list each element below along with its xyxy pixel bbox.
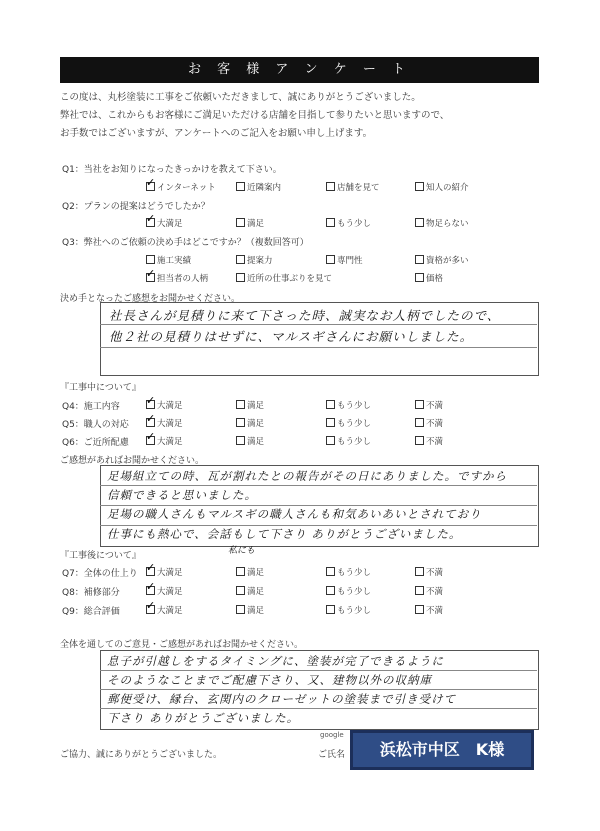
google-text: google [320, 731, 344, 739]
q6-option-1[interactable]: 大満足 [146, 435, 183, 447]
q8-option-4[interactable]: 不満 [415, 585, 443, 597]
checkbox-icon [415, 182, 424, 191]
writing-line [100, 689, 537, 690]
q6-option-2[interactable]: 満足 [236, 435, 264, 447]
checkbox-icon [326, 255, 335, 264]
writing-line [100, 505, 537, 506]
q8-option-3[interactable]: もう少し [326, 585, 371, 597]
checkbox-icon [415, 255, 424, 264]
q3-option-7[interactable]: 価格 [415, 272, 443, 284]
q3-option-3[interactable]: 専門性 [326, 254, 363, 266]
checkbox-icon [236, 567, 245, 576]
q6-label: Q6：ご近所配慮 [62, 438, 129, 448]
checkbox-icon [326, 182, 335, 191]
q8-option-1[interactable]: 大満足 [146, 585, 183, 597]
q4-option-2[interactable]: 満足 [236, 399, 264, 411]
checkbox-icon [415, 605, 424, 614]
check-mark-icon: ✓ [146, 212, 156, 225]
q3-label: Q3：弊社へのご依頼の決め手はどこですか？（複数回答可） [62, 238, 309, 248]
checkbox-icon [326, 400, 335, 409]
checkbox-icon [236, 605, 245, 614]
checkbox-icon [415, 567, 424, 576]
checkbox-icon [236, 273, 245, 282]
checkbox-icon [326, 418, 335, 427]
name-label: ご氏名 [318, 750, 346, 760]
check-mark-icon: ✓ [146, 580, 156, 593]
thanks-text: ご協力、誠にありがとうございました。 [60, 750, 223, 760]
checkbox-icon [236, 182, 245, 191]
q4-option-3[interactable]: もう少し [326, 399, 371, 411]
checkbox-icon [236, 436, 245, 445]
q4-label: Q4：施工内容 [62, 402, 120, 412]
writing-line [100, 525, 537, 526]
checkbox-icon [236, 418, 245, 427]
decision-answer-line-1: 社長さんが見積りに来て下さった時、誠実なお人柄でしたので、 [109, 308, 501, 323]
writing-line [100, 670, 537, 671]
during-answer-line-1: 足場組立ての時、瓦が割れたとの報告がその日にありました。ですから [107, 469, 507, 483]
checkbox-icon [415, 586, 424, 595]
q2-option-1[interactable]: 大満足 [146, 217, 183, 229]
q4-option-4[interactable]: 不満 [415, 399, 443, 411]
during-answer-box[interactable] [100, 465, 539, 547]
overall-answer-box[interactable] [100, 650, 539, 730]
q1-label: Q1：当社をお知りになったきっかけを教えて下さい。 [62, 165, 282, 175]
customer-name-field[interactable]: 浜松市中区 K様 [350, 730, 534, 770]
q3-option-5[interactable]: 担当者の人柄 [146, 272, 208, 284]
q7-option-1[interactable]: 大満足 [146, 566, 183, 578]
q2-option-3[interactable]: もう少し [326, 217, 371, 229]
overall-answer-line-4: 下さり ありがとうございました。 [107, 711, 300, 725]
check-mark-icon: ✓ [146, 412, 156, 425]
checkbox-icon [415, 218, 424, 227]
q9-label: Q9：総合評価 [62, 607, 120, 617]
intro-line-1: この度は、丸杉塗装に工事をご依頼いただきまして、誠にありがとうございました。 [60, 92, 421, 103]
checkbox-icon [326, 586, 335, 595]
intro-line-3: お手数ではございますが、アンケートへのご記入をお願い申し上げます。 [60, 128, 373, 139]
check-mark-icon: ✓ [146, 561, 156, 574]
writing-line [100, 324, 537, 325]
q3-option-6[interactable]: 近所の仕事ぶりを見て [236, 272, 332, 284]
overall-label: 全体を通してのご意見・ご感想があればお聞かせください。 [60, 640, 304, 650]
check-mark-icon: ✓ [146, 176, 156, 189]
q5-label: Q5：職人の対応 [62, 420, 129, 430]
q7-option-4[interactable]: 不満 [415, 566, 443, 578]
q8-label: Q8：補修部分 [62, 588, 120, 598]
q6-option-4[interactable]: 不満 [415, 435, 443, 447]
q9-option-1[interactable]: 大満足 [146, 604, 183, 616]
during-comment-label: ご感想があればお聞かせください。 [60, 456, 205, 466]
q1-option-4[interactable]: 知人の紹介 [415, 181, 469, 193]
during-section-title: 『工事中について』 [60, 383, 141, 393]
q7-option-3[interactable]: もう少し [326, 566, 371, 578]
during-answer-line-2: 信頼できると思いました。 [107, 488, 257, 502]
checkbox-icon [415, 273, 424, 282]
checkbox-icon [415, 436, 424, 445]
q3-option-1[interactable]: 施工実績 [146, 254, 191, 266]
q2-option-4[interactable]: 物足らない [415, 217, 469, 229]
q7-option-2[interactable]: 満足 [236, 566, 264, 578]
q2-option-2[interactable]: 満足 [236, 217, 264, 229]
check-mark-icon: ✓ [146, 430, 156, 443]
q7-label: Q7：全体の仕上り [62, 569, 138, 579]
writing-line [100, 347, 537, 348]
writing-line [100, 485, 537, 486]
q4-option-1[interactable]: 大満足 [146, 399, 183, 411]
checkbox-icon [326, 567, 335, 576]
during-answer-line-3: 足場の職人さんもマルスギの職人さんも和気あいあいとされており [107, 507, 482, 521]
checkbox-icon [236, 218, 245, 227]
decision-answer-box[interactable] [100, 302, 539, 376]
during-answer-line-4: 仕事にも熱心で、会話もして下さり ありがとうございました。 [107, 527, 462, 541]
survey-title: お 客 様 ア ン ケ ー ト [60, 57, 539, 83]
overall-answer-line-1: 息子が引越しをするタイミングに、塗装が完了できるように [107, 654, 445, 668]
inserted-note: 私にも [228, 546, 256, 556]
q1-option-3[interactable]: 店舗を見て [326, 181, 380, 193]
check-mark-icon: ✓ [146, 267, 156, 280]
q1-option-1[interactable]: インターネット [146, 181, 216, 193]
q6-option-3[interactable]: もう少し [326, 435, 371, 447]
check-mark-icon: ✓ [146, 394, 156, 407]
checkbox-icon [415, 400, 424, 409]
q3-option-2[interactable]: 提案力 [236, 254, 273, 266]
q3-option-4[interactable]: 資格が多い [415, 254, 469, 266]
intro-line-2: 弊社では、これからもお客様にご満足いただける店舗を目指して参りたいと思いますので、 [60, 110, 450, 121]
decision-label: 決め手となったご感想をお聞かせください。 [60, 294, 241, 304]
q2-label: Q2：プランの提案はどうでしたか？ [62, 202, 210, 212]
q5-option-1[interactable]: 大満足 [146, 417, 183, 429]
q8-option-2[interactable]: 満足 [236, 585, 264, 597]
checkbox-icon [236, 400, 245, 409]
q5-option-4[interactable]: 不満 [415, 417, 443, 429]
overall-answer-line-2: そのようなことまでご配慮下さり、又、建物以外の収納庫 [107, 673, 432, 687]
q5-option-2[interactable]: 満足 [236, 417, 264, 429]
q9-option-3[interactable]: もう少し [326, 604, 371, 616]
checkbox-icon [415, 418, 424, 427]
q9-option-4[interactable]: 不満 [415, 604, 443, 616]
checkbox-icon [326, 436, 335, 445]
decision-answer-line-2: 他２社の見積りはせずに、マルスギさんにお願いしました。 [109, 329, 474, 344]
checkbox-icon [236, 586, 245, 595]
overall-answer-line-3: 郵便受け、縁台、玄関内のクローゼットの塗装まで引き受けて [107, 692, 457, 706]
checkbox-icon [326, 218, 335, 227]
writing-line [100, 708, 537, 709]
checkbox-icon [326, 605, 335, 614]
checkbox-icon [236, 255, 245, 264]
check-mark-icon: ✓ [146, 599, 156, 612]
q9-option-2[interactable]: 満足 [236, 604, 264, 616]
after-section-title: 『工事後について』 [60, 551, 141, 561]
checkbox-icon [146, 255, 155, 264]
q1-option-2[interactable]: 近隣案内 [236, 181, 281, 193]
q5-option-3[interactable]: もう少し [326, 417, 371, 429]
